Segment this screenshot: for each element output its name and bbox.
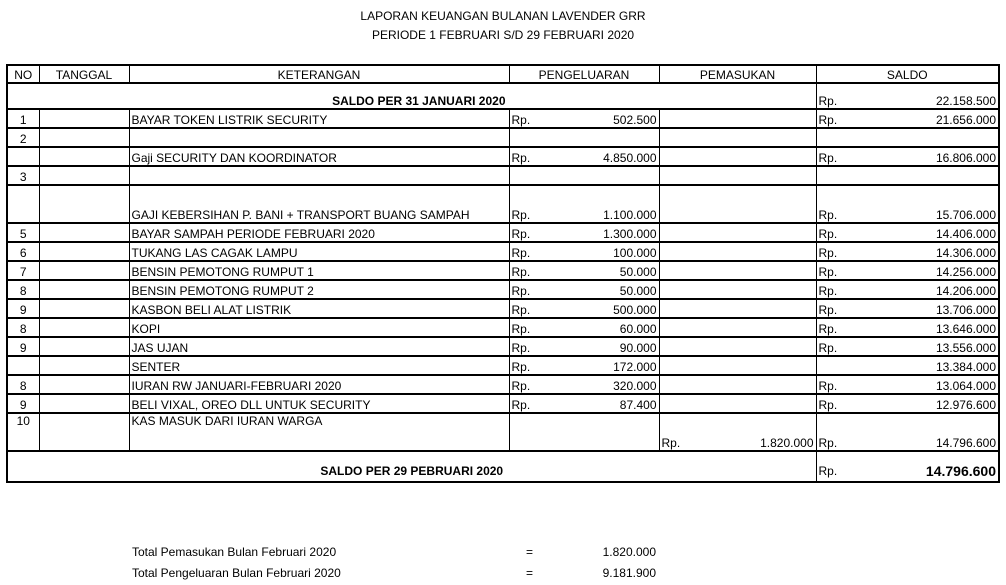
row-keterangan: IURAN RW JANUARI-FEBRUARI 2020	[129, 375, 509, 394]
row-pengeluaran	[509, 413, 659, 451]
row-tanggal	[39, 185, 129, 223]
row-pemasukan	[659, 318, 816, 337]
currency-label: Rp.	[511, 284, 531, 298]
row-pemasukan	[659, 166, 816, 185]
row-pemasukan	[659, 147, 816, 166]
row-tanggal	[39, 299, 129, 318]
row-no	[7, 185, 39, 223]
row-pemasukan	[659, 394, 816, 413]
row-pemasukan	[659, 337, 816, 356]
row-no: 9	[7, 394, 39, 413]
row-keterangan: BENSIN PEMOTONG RUMPUT 2	[129, 280, 509, 299]
row-saldo-value: 14.406.000	[935, 227, 996, 241]
row-keterangan: BAYAR SAMPAH PERIODE FEBRUARI 2020	[129, 223, 509, 242]
opening-balance-row	[7, 83, 999, 109]
report-period: PERIODE 1 FEBRUARI S/D 29 FEBRUARI 2020	[371, 28, 635, 42]
row-keterangan: JAS UJAN	[129, 337, 509, 356]
currency-label: Rp.	[511, 151, 531, 165]
row-keterangan: BENSIN PEMOTONG RUMPUT 1	[129, 261, 509, 280]
row-saldo	[816, 394, 999, 413]
row-no: 1	[7, 109, 39, 128]
currency-label: Rp.	[511, 398, 531, 412]
summary-income-eq: =	[526, 545, 534, 559]
row-tanggal	[39, 413, 129, 451]
row-saldo	[816, 337, 999, 356]
row-tanggal	[39, 109, 129, 128]
row-saldo	[816, 109, 999, 128]
opening-saldo	[816, 83, 999, 109]
row-saldo	[816, 280, 999, 299]
table-row	[7, 413, 999, 451]
row-pengeluaran	[509, 147, 659, 166]
header-no: NO	[7, 65, 39, 83]
row-saldo-value: 21.656.000	[935, 113, 996, 127]
row-saldo	[816, 166, 999, 185]
row-keterangan: BELI VIXAL, OREO DLL UNTUK SECURITY	[129, 394, 509, 413]
row-pengeluaran-value: 172.000	[613, 360, 657, 374]
currency-label: Rp.	[511, 208, 531, 222]
closing-saldo-value: 14.796.600	[925, 463, 996, 479]
row-pemasukan	[659, 261, 816, 280]
summary-expense-label: Total Pengeluaran Bulan Februari 2020	[132, 566, 341, 580]
row-no: 8	[7, 280, 39, 299]
row-pengeluaran	[509, 280, 659, 299]
row-pengeluaran	[509, 166, 659, 185]
currency-label: Rp.	[818, 398, 838, 412]
currency-label: Rp.	[818, 94, 838, 108]
row-saldo-value: 13.706.000	[935, 303, 996, 317]
row-no: 6	[7, 242, 39, 261]
row-saldo	[816, 356, 999, 375]
row-saldo-value: 15.706.000	[935, 208, 996, 222]
row-tanggal	[39, 242, 129, 261]
table-row	[7, 280, 999, 299]
row-no: 2	[7, 128, 39, 147]
table-row	[7, 166, 999, 185]
row-pengeluaran	[509, 299, 659, 318]
row-saldo	[816, 128, 999, 147]
table-row	[7, 128, 999, 147]
table-row	[7, 356, 999, 375]
table-row	[7, 318, 999, 337]
currency-label: Rp.	[511, 303, 531, 317]
row-pengeluaran	[509, 185, 659, 223]
row-saldo-value: 13.646.000	[935, 322, 996, 336]
row-pengeluaran-value: 320.000	[613, 379, 657, 393]
report-title: LAPORAN KEUANGAN BULANAN LAVENDER GRR	[360, 9, 646, 23]
row-pengeluaran	[509, 318, 659, 337]
row-pengeluaran-value: 1.300.000	[603, 227, 657, 241]
row-no: 8	[7, 375, 39, 394]
row-saldo	[816, 375, 999, 394]
row-tanggal	[39, 128, 129, 147]
header-row	[7, 65, 999, 83]
row-pemasukan	[659, 223, 816, 242]
closing-label: SALDO PER 29 PEBRUARI 2020	[7, 451, 816, 482]
currency-label: Rp.	[818, 379, 838, 393]
currency-label: Rp.	[818, 322, 838, 336]
row-keterangan: TUKANG LAS CAGAK LAMPU	[129, 242, 509, 261]
header-pengeluaran: PENGELUARAN	[509, 65, 659, 83]
row-saldo-value: 13.384.000	[935, 360, 996, 374]
row-tanggal	[39, 375, 129, 394]
row-pengeluaran	[509, 356, 659, 375]
currency-label: Rp.	[818, 151, 838, 165]
row-saldo	[816, 242, 999, 261]
row-pengeluaran-value: 50.000	[619, 284, 657, 298]
row-tanggal	[39, 318, 129, 337]
row-keterangan	[129, 128, 509, 147]
table-row	[7, 109, 999, 128]
row-pengeluaran	[509, 394, 659, 413]
currency-label: Rp.	[511, 113, 531, 127]
table-row	[7, 185, 999, 223]
currency-label: Rp.	[818, 227, 838, 241]
row-tanggal	[39, 166, 129, 185]
row-pemasukan	[659, 128, 816, 147]
row-saldo-value: 14.256.000	[935, 265, 996, 279]
header-saldo: SALDO	[816, 65, 999, 83]
row-saldo-value: 16.806.000	[935, 151, 996, 165]
row-pemasukan-value: 1.820.000	[760, 436, 814, 450]
row-no: 10	[7, 413, 39, 451]
summary-income-value: 1.820.000	[602, 545, 656, 559]
row-saldo	[816, 318, 999, 337]
header-tanggal: TANGGAL	[39, 65, 129, 83]
row-pengeluaran	[509, 242, 659, 261]
row-tanggal	[39, 356, 129, 375]
currency-label: Rp.	[818, 341, 838, 355]
currency-label: Rp.	[818, 208, 838, 222]
table-row	[7, 223, 999, 242]
row-keterangan: Gaji SECURITY DAN KOORDINATOR	[129, 147, 509, 166]
currency-label: Rp.	[511, 227, 531, 241]
row-keterangan	[129, 166, 509, 185]
opening-label: SALDO PER 31 JANUARI 2020	[7, 83, 816, 109]
summary-expense-eq: =	[526, 566, 534, 580]
row-no	[7, 147, 39, 166]
currency-label: Rp.	[511, 379, 531, 393]
table-row	[7, 375, 999, 394]
row-keterangan: GAJI KEBERSIHAN P. BANI + TRANSPORT BUANG SAMPAH	[129, 185, 509, 223]
row-keterangan: BAYAR TOKEN LISTRIK SECURITY	[129, 109, 509, 128]
currency-label: Rp.	[511, 265, 531, 279]
row-saldo-value: 14.796.600	[935, 436, 996, 450]
row-saldo-value: 13.556.000	[935, 341, 996, 355]
currency-label: Rp.	[818, 265, 838, 279]
table-row	[7, 147, 999, 166]
row-pengeluaran	[509, 375, 659, 394]
row-pengeluaran	[509, 261, 659, 280]
currency-label: Rp.	[818, 303, 838, 317]
row-keterangan: KOPI	[129, 318, 509, 337]
row-saldo	[816, 299, 999, 318]
currency-label: Rp.	[818, 284, 838, 298]
header-keterangan: KETERANGAN	[129, 65, 509, 83]
row-tanggal	[39, 394, 129, 413]
row-pengeluaran	[509, 223, 659, 242]
row-no: 9	[7, 299, 39, 318]
row-pengeluaran-value: 502.500	[613, 113, 657, 127]
row-no: 5	[7, 223, 39, 242]
row-tanggal	[39, 147, 129, 166]
table-row	[7, 261, 999, 280]
row-pengeluaran-value: 50.000	[619, 265, 657, 279]
currency-label: Rp.	[818, 113, 838, 127]
row-pemasukan	[659, 375, 816, 394]
row-pengeluaran-value: 1.100.000	[603, 208, 657, 222]
row-keterangan: KAS MASUK DARI IURAN WARGA	[129, 413, 509, 451]
opening-saldo-value: 22.158.500	[935, 94, 996, 108]
row-pemasukan	[659, 299, 816, 318]
row-saldo-value: 14.206.000	[935, 284, 996, 298]
row-saldo-value: 13.064.000	[935, 379, 996, 393]
summary-income-label: Total Pemasukan Bulan Februari 2020	[132, 545, 337, 559]
currency-label: Rp.	[818, 464, 838, 478]
currency-label: Rp.	[511, 360, 531, 374]
row-pengeluaran-value: 4.850.000	[603, 151, 657, 165]
row-keterangan: KASBON BELI ALAT LISTRIK	[129, 299, 509, 318]
row-pengeluaran-value: 90.000	[619, 341, 657, 355]
closing-balance-row	[7, 451, 999, 482]
row-tanggal	[39, 261, 129, 280]
row-saldo	[816, 261, 999, 280]
row-tanggal	[39, 337, 129, 356]
header-pemasukan: PEMASUKAN	[659, 65, 816, 83]
row-no: 3	[7, 166, 39, 185]
currency-label: Rp.	[511, 246, 531, 260]
row-saldo-value: 12.976.600	[935, 398, 996, 412]
row-pemasukan	[659, 185, 816, 223]
row-saldo	[816, 413, 999, 451]
row-pengeluaran-value: 60.000	[619, 322, 657, 336]
row-pengeluaran-value: 100.000	[613, 246, 657, 260]
row-pengeluaran-value: 500.000	[613, 303, 657, 317]
table-row	[7, 299, 999, 318]
currency-label: Rp.	[818, 246, 838, 260]
row-pemasukan	[659, 413, 816, 451]
row-pengeluaran-value: 87.400	[619, 398, 657, 412]
row-no	[7, 356, 39, 375]
row-pemasukan	[659, 280, 816, 299]
row-no: 7	[7, 261, 39, 280]
row-pemasukan	[659, 242, 816, 261]
row-pengeluaran	[509, 128, 659, 147]
row-pengeluaran	[509, 337, 659, 356]
row-no: 9	[7, 337, 39, 356]
closing-saldo	[816, 451, 999, 482]
row-saldo-value: 14.306.000	[935, 246, 996, 260]
row-saldo	[816, 147, 999, 166]
row-pemasukan	[659, 356, 816, 375]
row-pengeluaran	[509, 109, 659, 128]
summary-expense-value: 9.181.900	[602, 566, 656, 580]
currency-label: Rp.	[661, 436, 681, 450]
row-tanggal	[39, 223, 129, 242]
currency-label: Rp.	[818, 436, 838, 450]
row-saldo	[816, 223, 999, 242]
row-keterangan: SENTER	[129, 356, 509, 375]
row-no: 8	[7, 318, 39, 337]
currency-label: Rp.	[511, 341, 531, 355]
table-row	[7, 337, 999, 356]
row-saldo	[816, 185, 999, 223]
finance-table	[6, 64, 1000, 483]
row-tanggal	[39, 280, 129, 299]
table-row	[7, 394, 999, 413]
row-pemasukan	[659, 109, 816, 128]
table-row	[7, 242, 999, 261]
currency-label: Rp.	[511, 322, 531, 336]
